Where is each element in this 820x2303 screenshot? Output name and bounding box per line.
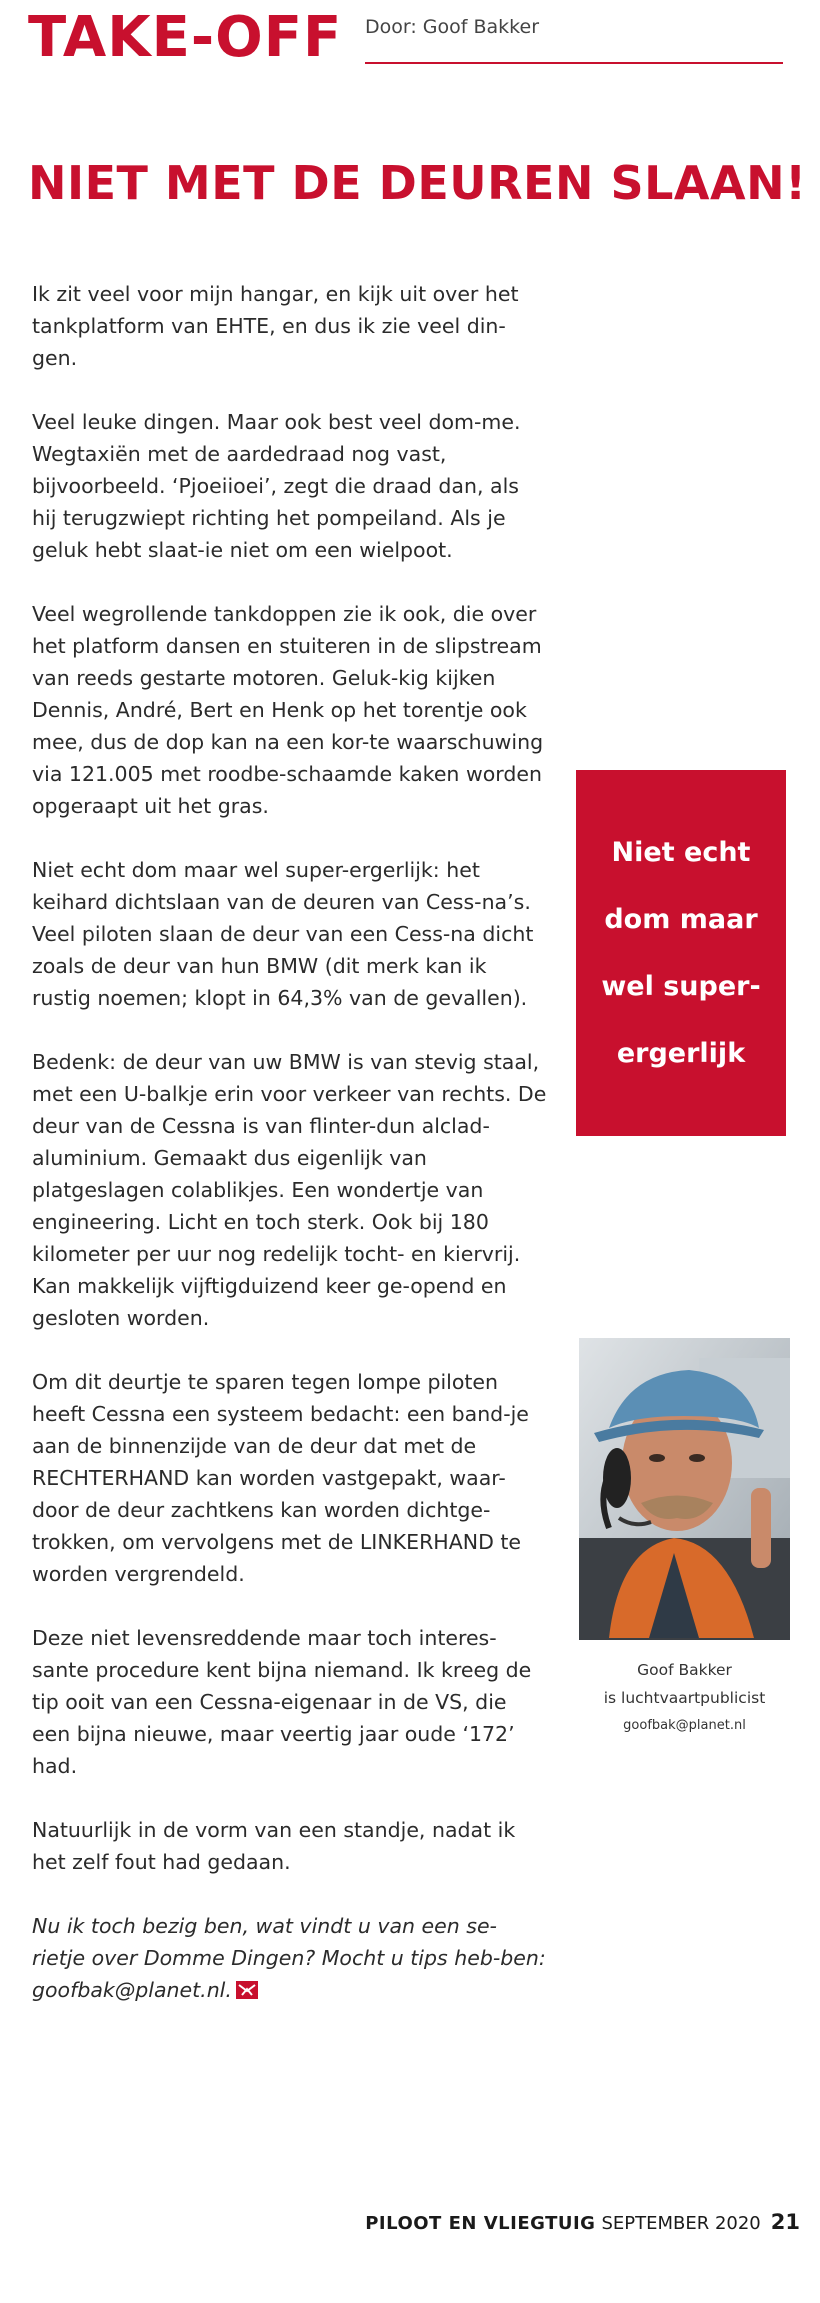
paragraph: Veel leuke dingen. Maar ook best veel dom-me. Wegtaxiën met de aardedraad nog vast, bijvoorbeeld. ‘Pjoeiioei’, zegt die draad dan, als hij terugzwiept richting het pompeiland. Als je geluk hebt slaat-ie niet om een wielpoot. bbox=[32, 410, 521, 562]
paragraph: Ik zit veel voor mijn hangar, en kijk uit over het tankplatform van EHTE, en dus ik zie veel din-gen. bbox=[32, 282, 519, 370]
author-photo bbox=[579, 1338, 790, 1640]
author-caption bbox=[579, 1656, 790, 1740]
paragraph: Veel wegrollende tankdoppen zie ik ook, die over het platform dansen en stuiteren in de slipstream van reeds gestarte motoren. Geluk-kig kijken Dennis, André, Bert en Henk op het torentje ook mee, dus de dop kan na een kor-te waarschuwing via 121.005 met roodbe-schaamde kaken worden opgeraapt uit het gras. bbox=[32, 602, 544, 818]
issue-date: SEPTEMBER 2020 bbox=[601, 2213, 761, 2234]
header-divider bbox=[365, 62, 783, 64]
pull-quote-box bbox=[576, 770, 786, 1136]
byline: Door: Goof Bakker bbox=[365, 16, 540, 38]
paragraph: Niet echt dom maar wel super-ergerlijk: het keihard dichtslaan van de deuren van Cess-na’s. Veel piloten slaan de deur van een Cess-na dicht zoals de deur van hun BMW (dit merk kan ik rustig noemen; klopt in 64,3% van de gevallen). bbox=[32, 858, 534, 1010]
author-name: Goof Bakker bbox=[637, 1661, 732, 1679]
paragraph: Natuurlijk in de vorm van een standje, nadat ik het zelf fout had gedaan. bbox=[32, 1818, 516, 1874]
paragraph: Om dit deurtje te sparen tegen lompe piloten heeft Cessna een systeem bedacht: een band-je aan de binnenzijde van de deur dat met de RECHTERHAND kan worden vastgepakt, waar-door de deur zachtkens kan worden dichtge-trokken, om vervolgens met de LINKERHAND te worden vergrendeld. bbox=[32, 1370, 529, 1586]
closing-text: Nu ik toch bezig ben, wat vindt u van een se-rietje over Domme Dingen? Mocht u tips heb-ben: goofbak@planet.nl. bbox=[32, 1914, 546, 2002]
paragraph: Bedenk: de deur van uw BMW is van stevig staal, met een U-balkje erin voor verkeer van rechts. De deur van de Cessna is van flinter-dun alclad-aluminium. Gemaakt dus eigenlijk van platgeslagen colablikjes. Een wondertje van engineering. Licht en toch sterk. Ook bij 180 kilometer per uur nog redelijk tocht- en kiervrij. Kan makkelijk vijftigduizend keer ge-opend en gesloten worden. bbox=[32, 1050, 547, 1330]
paragraph: Deze niet levensreddende maar toch interes-sante procedure kent bijna niemand. Ik kreeg de tip ooit van een Cessna-eigenaar in de VS, die een bijna nieuwe, maar veertig jaar oude ‘172’ had. bbox=[32, 1626, 532, 1778]
author-email: goofbak@planet.nl bbox=[623, 1718, 746, 1733]
page-footer bbox=[365, 2210, 800, 2234]
end-mark-icon bbox=[236, 1976, 258, 1994]
section-title: TAKE-OFF bbox=[28, 5, 343, 70]
closing-paragraph bbox=[32, 1910, 548, 2006]
page-number: 21 bbox=[770, 2210, 800, 2234]
pull-quote-text: Niet echt dom maar wel super-ergerlijk bbox=[601, 837, 761, 1069]
article-headline: NIET MET DE DEUREN SLAAN! bbox=[28, 156, 807, 210]
magazine-name: PILOOT EN VLIEGTUIG bbox=[365, 2213, 596, 2234]
author-role: is luchtvaartpublicist bbox=[603, 1689, 766, 1707]
article-body bbox=[32, 278, 548, 2038]
